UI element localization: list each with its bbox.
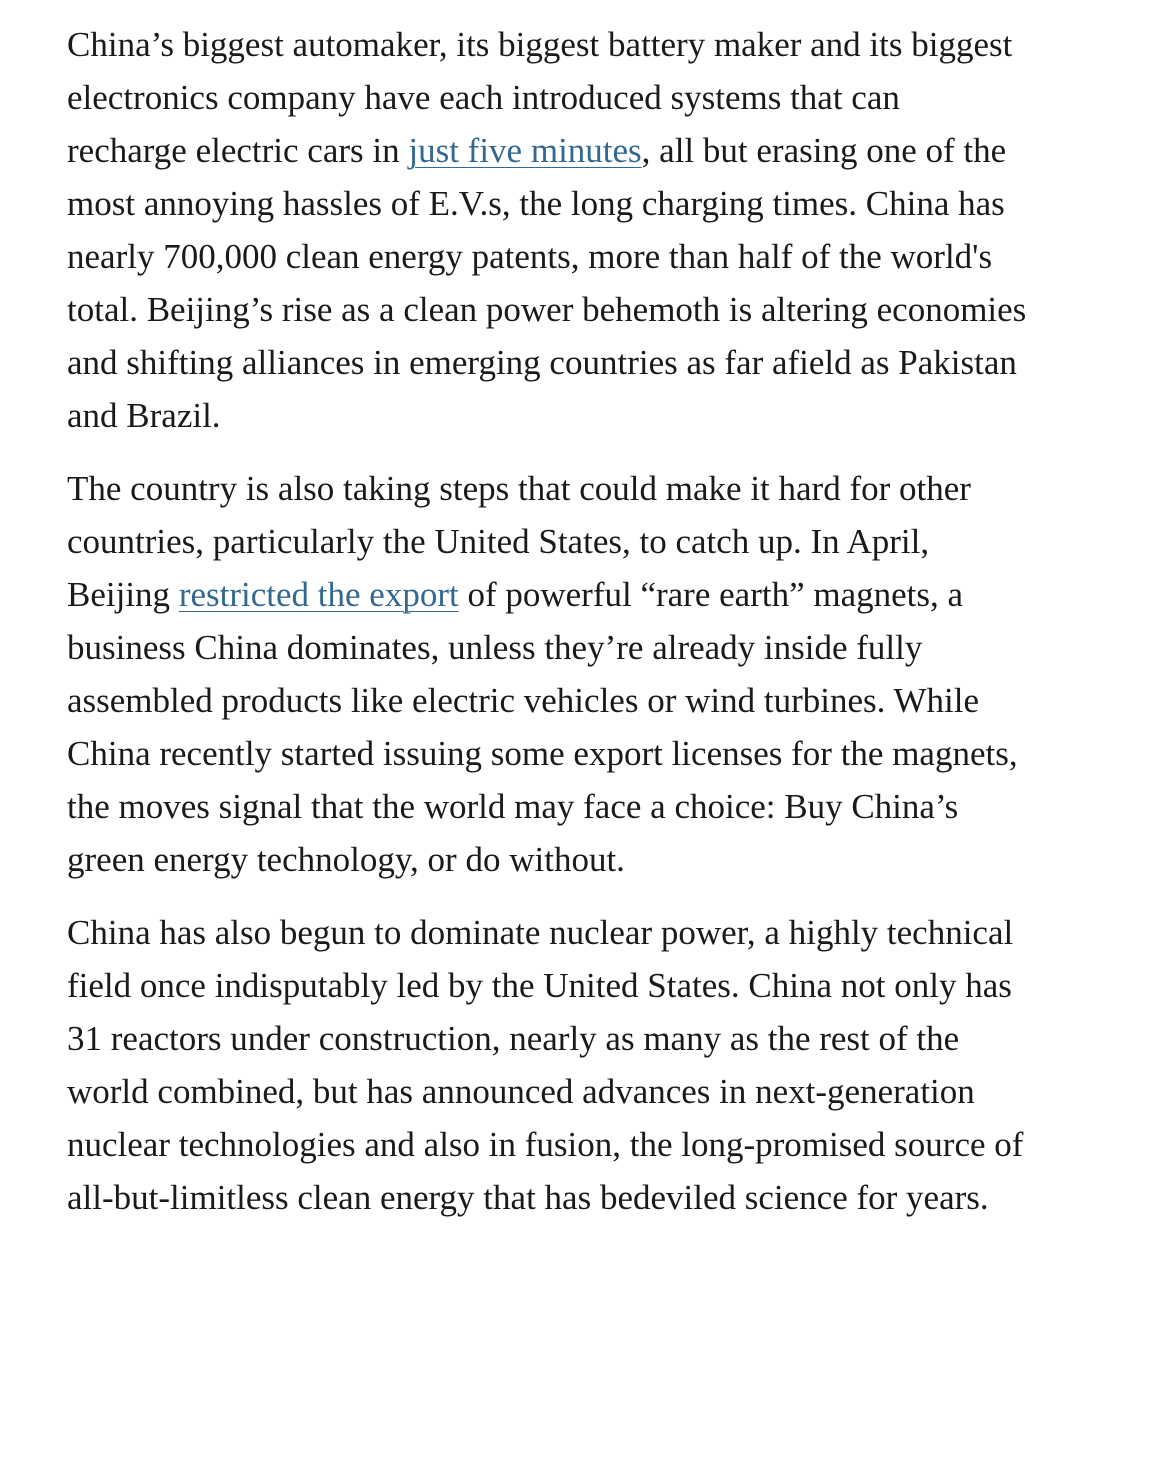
paragraph-2-text-1: The country is also taking steps that could make it hard for other countries, particularly the United States, to catch up. In April, Beijing [67,469,971,614]
paragraph-2-text-2: of powerful “rare earth” magnets, a business China dominates, unless they’re already inside fully assembled products like electric vehicles or wind turbines. While China recently started issuing some export licenses for the magnets, the moves signal that the world may face a choice: Buy China’s green energy technology, or do without. [67,575,1018,879]
paragraph-2 [67,462,1027,886]
article-body [67,18,1027,1244]
paragraph-3 [67,906,1027,1224]
restricted-the-export-link[interactable]: restricted the export [178,575,459,614]
paragraph-3-text-1: China has also begun to dominate nuclear power, a highly technical field once indisputably led by the United States. China not only has 31 reactors under construction, nearly as many as the rest of the world combined, but has announced advances in next-generation nuclear technologies and also in fusion, the long-promised source of all-but-limitless clean energy that has bedeviled science for years. [67,913,1024,1217]
paragraph-1-text-1: China’s biggest automaker, its biggest battery maker and its biggest electronics company have each introduced systems that can recharge electric cars in [67,25,1013,170]
paragraph-1 [67,18,1027,442]
just-five-minutes-link[interactable]: just five minutes [408,131,642,170]
paragraph-1-text-2: , all but erasing one of the most annoying hassles of E.V.s, the long charging times. China has nearly 700,000 clean energy patents, more than half of the world's total. Beijing’s rise as a clean power behemoth is altering economies and shifting alliances in emerging countries as far afield as Pakistan and Brazil. [67,131,1027,435]
